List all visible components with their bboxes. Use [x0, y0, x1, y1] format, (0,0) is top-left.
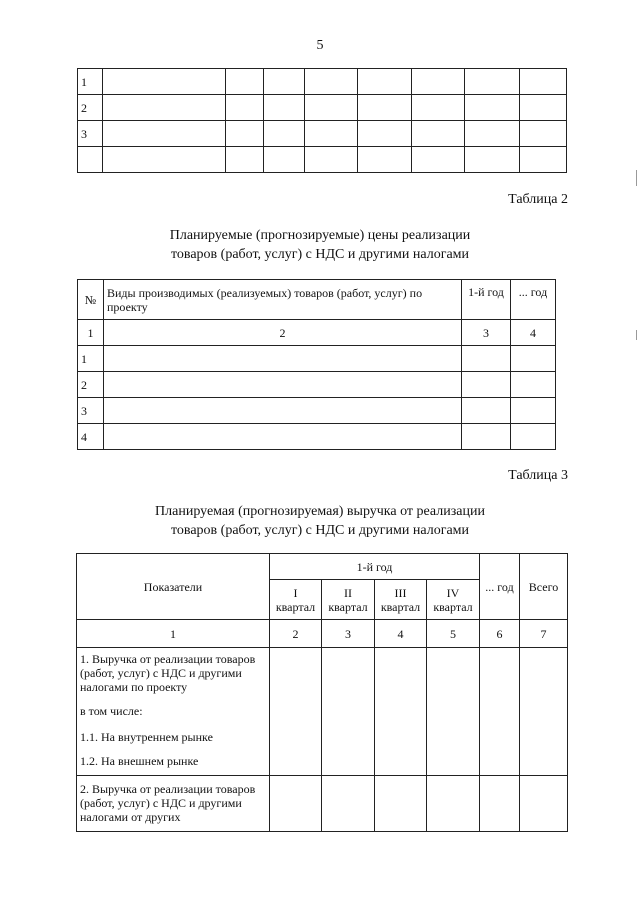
column-number: 4 — [511, 320, 556, 346]
table-1 — [77, 68, 567, 173]
column-number: 7 — [520, 620, 568, 648]
scan-artifact — [636, 170, 637, 186]
table-row — [78, 69, 567, 95]
header-indicators: Показатели — [77, 554, 270, 620]
table-row — [78, 372, 556, 398]
row-revenue-project — [77, 648, 270, 776]
column-number: 3 — [462, 320, 511, 346]
column-number: 6 — [480, 620, 520, 648]
row-number: 3 — [78, 398, 104, 424]
table-2-title-line-2: товаров (работ, услуг) с НДС и другими налогами — [170, 247, 470, 262]
header-year-n: ... год — [480, 554, 520, 620]
column-number: 5 — [427, 620, 480, 648]
row-number: 3 — [78, 121, 103, 147]
table-2-title-line-1: Планируемые (прогнозируемые) цены реализации — [169, 228, 471, 243]
table-3-title-line-1: Планируемая (прогнозируемая) выручка от реализации — [155, 504, 485, 519]
table-2-label: Таблица 2 — [508, 192, 568, 207]
header-num: № — [78, 280, 104, 320]
row-number: 1 — [78, 346, 104, 372]
quarter-label: квартал — [328, 599, 368, 614]
column-number: 1 — [77, 620, 270, 648]
table-row — [78, 346, 556, 372]
page-number: 5 — [316, 38, 324, 53]
quarter-label: квартал — [380, 599, 421, 614]
header-quarter-1: I квартал — [270, 580, 322, 620]
column-number: 4 — [375, 620, 427, 648]
header-year-n: ... год — [511, 280, 556, 320]
row-number: 2 — [78, 372, 104, 398]
header-quarter-3: III квартал — [375, 580, 427, 620]
row-number: 4 — [78, 424, 104, 450]
column-number: 1 — [78, 320, 104, 346]
header-quarter-2: II квартал — [322, 580, 375, 620]
row-number — [78, 147, 103, 173]
row-label: в том числе: — [80, 704, 143, 718]
table-row — [78, 121, 567, 147]
column-number: 3 — [322, 620, 375, 648]
column-number: 2 — [270, 620, 322, 648]
quarter-label: квартал — [433, 599, 473, 614]
table-3 — [76, 553, 568, 832]
table-row — [77, 776, 568, 832]
table-header-row — [77, 554, 568, 580]
column-numbers-row — [77, 620, 568, 648]
row-label: 1. Выручка от реализации товаров (работ, услуг) с НДС и другими налогами по проекту — [80, 652, 256, 694]
row-number: 2 — [78, 95, 103, 121]
table-row — [78, 147, 567, 173]
table-header-row — [78, 280, 556, 320]
scan-artifact — [636, 330, 637, 340]
row-number: 1 — [78, 69, 103, 95]
header-quarter-4: IV квартал — [427, 580, 480, 620]
header-year-1: 1-й год — [462, 280, 511, 320]
table-3-label: Таблица 3 — [508, 468, 568, 483]
header-kinds: Виды производимых (реализуемых) товаров (работ, услуг) по проекту — [104, 280, 462, 320]
quarter-label: квартал — [275, 599, 316, 614]
row-revenue-other: 2. Выручка от реализации товаров (работ, услуг) с НДС и другими налогами от других — [77, 776, 270, 832]
header-total: Всего — [520, 554, 568, 620]
table-row — [78, 398, 556, 424]
column-numbers-row — [78, 320, 556, 346]
table-row — [77, 648, 568, 776]
table-row — [78, 424, 556, 450]
row-label: 1.2. На внешнем рынке — [80, 754, 199, 768]
table-row — [78, 95, 567, 121]
column-number: 2 — [104, 320, 462, 346]
header-year-1: 1-й год — [270, 554, 480, 580]
row-label: 1.1. На внутреннем рынке — [80, 730, 213, 744]
table-2 — [77, 279, 556, 450]
table-3-title-line-2: товаров (работ, услуг) с НДС и другими налогами — [170, 523, 470, 538]
